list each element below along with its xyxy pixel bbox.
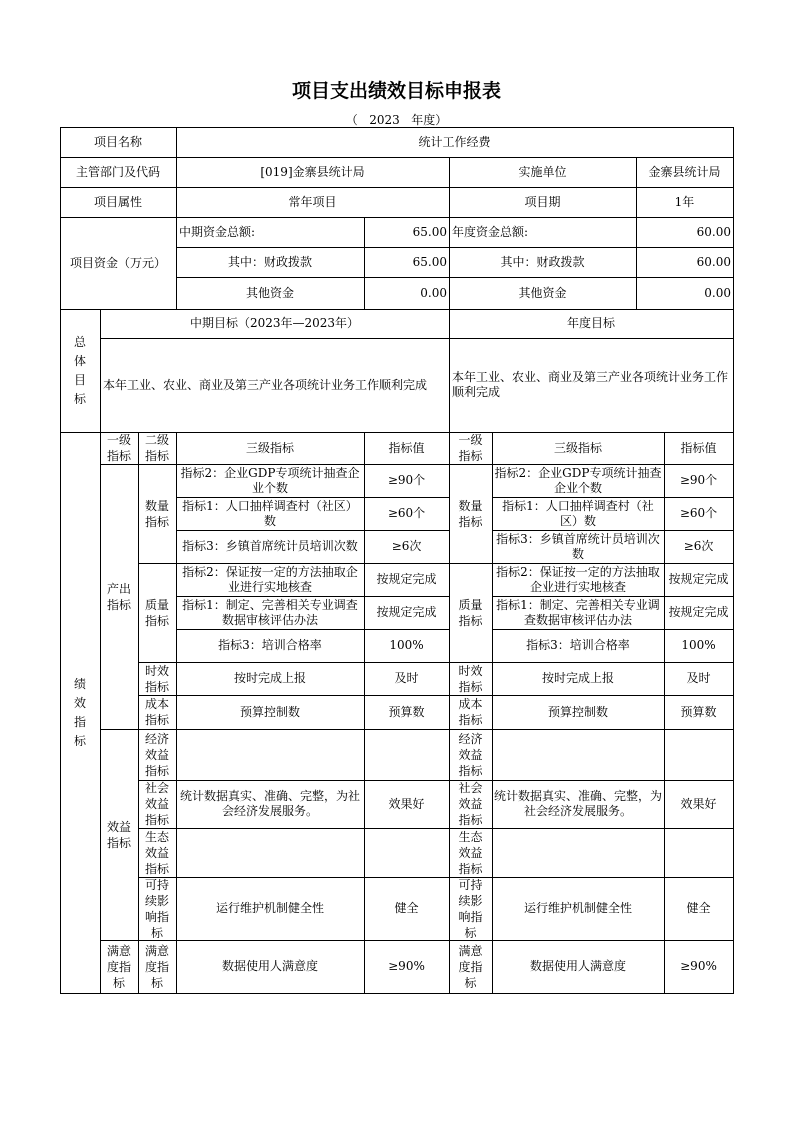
indicator-year-q2: [492, 497, 665, 531]
indicator-year-c1-text: 预算控制数: [547, 704, 608, 719]
sustain-mid: [138, 877, 177, 941]
indicator-mid-ql3: [176, 629, 365, 663]
indicator-year-empty-8: [492, 729, 665, 781]
value-year-sa1: [664, 940, 734, 994]
impl-label: [449, 157, 637, 188]
value-year-ql2-text: 按规定完成: [668, 605, 729, 619]
quality-year: [449, 563, 493, 663]
value-mid-su1: [364, 877, 450, 941]
project-name-value-text: 统计工作经费: [418, 134, 491, 149]
cost-mid-text: 成本指标: [144, 697, 169, 727]
indicator-year-q3: [492, 530, 665, 564]
eco-year: [449, 828, 493, 878]
economic-mid: [138, 729, 177, 781]
mid-goal-header: [100, 309, 450, 339]
value-mid-ql2-text: 按规定完成: [376, 605, 437, 619]
page-title: 项目支出绩效目标申报表: [291, 80, 501, 102]
economic-mid-text: 经济效益指标: [144, 731, 169, 778]
value-mid-ql1-text: 按规定完成: [376, 572, 437, 586]
satisfaction-year: [449, 940, 493, 994]
year-other-label: [449, 277, 637, 310]
social-year: [449, 780, 493, 829]
value-year-su1-text: 健全: [686, 901, 711, 915]
value-year-ql3: [664, 629, 734, 663]
year-fiscal-value-text: 60.00: [696, 254, 731, 269]
mid-other-label: [176, 277, 365, 310]
satisfaction-l1-text: 满意度指标: [106, 943, 131, 990]
value-mid-sa1: [364, 940, 450, 994]
indicator-mid-q1-text: 指标2：企业GDP专项统计抽查企业个数: [180, 465, 360, 495]
mid-total-label-text: 中期资金总额:: [179, 224, 256, 239]
dept-label: [60, 157, 177, 188]
h-level3-mid: [176, 432, 365, 465]
indicator-year-ql3: [492, 629, 665, 663]
indicator-mid-q3: [176, 530, 365, 564]
quality-year-text: 质量指标: [458, 597, 483, 628]
h-level2-text: 二级指标: [144, 433, 169, 463]
attr-value-text: 常年项目: [288, 194, 337, 209]
mid-other-label-text: 其他资金: [245, 285, 294, 300]
eco-mid-text: 生态效益指标: [144, 829, 169, 876]
year-goal-header-text: 年度目标: [566, 316, 615, 330]
value-mid-q1: [364, 464, 450, 498]
value-year-ql1: [664, 563, 734, 597]
indicator-mid-sa1: [176, 940, 365, 994]
mid-other-value: [364, 277, 450, 310]
h-value-mid-text: 指标值: [388, 440, 425, 455]
year-other-value-text: 0.00: [704, 285, 731, 300]
social-mid-text: 社会效益指标: [144, 781, 169, 827]
period-label-text: 项目期: [524, 194, 561, 209]
cost-year: [449, 695, 493, 730]
period-value: [636, 187, 734, 218]
year-goal-header: [449, 309, 734, 339]
quality-mid-text: 质量指标: [144, 597, 169, 628]
indicator-year-ql1-text: 指标2：保证按一定的方法抽取企业进行实地核查: [496, 564, 660, 594]
indicator-mid-su1: [176, 877, 365, 941]
value-year-t1: [664, 662, 734, 696]
value-mid-s1: [364, 780, 450, 829]
attr-value: [176, 187, 450, 218]
indicator-year-su1: [492, 877, 665, 941]
time-year-text: 时效指标: [458, 663, 483, 694]
benefit-label: [100, 729, 139, 941]
impl-label-text: 实施单位: [518, 164, 567, 179]
value-mid-s1-text: 效果好: [388, 796, 425, 811]
eco-mid: [138, 828, 177, 878]
goals-label: [60, 309, 101, 433]
quantity-year: [449, 464, 493, 564]
funds-label-text: 项目资金（万元）: [69, 255, 166, 270]
indicator-year-su1-text: 运行维护机制健全性: [523, 901, 632, 915]
perf-label-text: 绩效指标: [73, 676, 86, 748]
indicator-year-s1-text: 统计数据真实、准确、完整，为社会经济发展服务。: [494, 789, 663, 818]
value-year-empty-8: [664, 729, 734, 781]
year-fiscal-label: [449, 247, 637, 278]
perf-label: [60, 432, 101, 994]
h-value-mid: [364, 432, 450, 465]
sustain-year: [449, 877, 493, 941]
indicator-year-ql3-text: 指标3：培训合格率: [526, 638, 630, 652]
value-year-su1: [664, 877, 734, 941]
cost-year-text: 成本指标: [458, 697, 483, 727]
year-fiscal-value: [636, 247, 734, 278]
indicator-mid-c1-text: 预算控制数: [239, 704, 300, 719]
time-mid: [138, 662, 177, 696]
year-other-label-text: 其他资金: [518, 285, 567, 300]
indicator-year-s1: [492, 780, 665, 829]
indicator-year-ql1: [492, 563, 665, 597]
funds-label: [60, 217, 177, 310]
time-year: [449, 662, 493, 696]
mid-other-value-text: 0.00: [420, 285, 447, 300]
indicator-year-q2-text: 指标1：人口抽样调查村（社区）数: [502, 498, 654, 528]
satisfaction-mid: [138, 940, 177, 994]
value-mid-ql2: [364, 596, 450, 630]
year-total-label-text: 年度资金总额:: [452, 224, 529, 239]
indicator-year-empty-10: [492, 828, 665, 878]
quantity-year-text: 数量指标: [458, 498, 483, 529]
value-year-q2: [664, 497, 734, 531]
value-mid-q3-text: ≥6次: [391, 539, 422, 553]
project-name-label-text: 项目名称: [93, 134, 142, 149]
value-year-ql1-text: 按规定完成: [668, 572, 729, 586]
indicator-mid-sa1-text: 数据使用人满意度: [221, 959, 318, 973]
impl-value-text: 金寨县统计局: [648, 164, 721, 179]
mid-total-label: [176, 217, 365, 248]
value-year-s1: [664, 780, 734, 829]
indicator-year-ql2-text: 指标1：制定、完善相关专业调查数据审核评估办法: [496, 597, 660, 627]
sustain-mid-text: 可持续影响指标: [144, 877, 169, 940]
economic-year-text: 经济效益指标: [458, 731, 483, 778]
indicator-mid-s1: [176, 780, 365, 829]
value-year-t1-text: 及时: [686, 671, 711, 685]
year-subtitle: （ 2023 年度）: [345, 113, 448, 127]
value-mid-empty-8: [364, 729, 450, 781]
value-mid-c1-text: 预算数: [388, 704, 425, 719]
indicator-mid-su1-text: 运行维护机制健全性: [215, 901, 324, 915]
h-level2-year-text: 一级指标: [458, 433, 483, 463]
mid-fiscal-value-text: 65.00: [412, 254, 447, 269]
indicator-mid-ql2-text: 指标1：制定、完善相关专业调查数据审核评估办法: [182, 597, 358, 627]
indicator-mid-empty-10: [176, 828, 365, 878]
mid-goal-text-text: 本年工业、农业、商业及第三产业各项统计业务工作顺利完成: [103, 377, 428, 392]
value-mid-su1-text: 健全: [394, 901, 419, 915]
period-label: [449, 187, 637, 218]
value-year-sa1-text: ≥90%: [680, 959, 717, 973]
dept-value: [176, 157, 450, 188]
value-mid-ql1: [364, 563, 450, 597]
indicator-year-t1: [492, 662, 665, 696]
period-value-text: 1年: [674, 194, 695, 209]
h-value-year: [664, 432, 734, 465]
year-goal-text-text: 本年工业、农业、商业及第三产业各项统计业务工作顺利完成: [452, 370, 729, 399]
sustain-year-text: 可持续影响指标: [458, 877, 483, 940]
h-level2-year: [449, 432, 493, 465]
mid-fiscal-label-text: 其中：财政拨款: [227, 254, 312, 269]
value-mid-c1: [364, 695, 450, 730]
value-year-q1-text: ≥90个: [679, 473, 718, 487]
year-goal-text: [449, 338, 734, 433]
value-year-ql3-text: 100%: [681, 638, 716, 652]
benefit-label-text: 效益指标: [106, 819, 131, 850]
value-mid-t1-text: 及时: [394, 671, 419, 685]
h-level3-year-text: 三级指标: [553, 440, 602, 455]
impl-value: [636, 157, 734, 188]
year-fiscal-label-text: 其中：财政拨款: [500, 254, 585, 269]
h-level3-mid-text: 三级指标: [245, 440, 294, 455]
value-year-empty-10: [664, 828, 734, 878]
mid-goal-text: [100, 338, 450, 433]
attr-label: [60, 187, 177, 218]
attr-label-text: 项目属性: [93, 194, 142, 209]
output-label: [100, 464, 139, 730]
value-year-c1-text: 预算数: [680, 704, 717, 719]
value-mid-ql3-text: 100%: [389, 638, 424, 652]
value-year-q3-text: ≥6次: [683, 539, 714, 553]
value-mid-q2-text: ≥60个: [387, 506, 426, 520]
h-level2: [138, 432, 177, 465]
indicator-year-q1-text: 指标2：企业GDP专项统计抽查企业个数: [494, 465, 662, 495]
quality-mid: [138, 563, 177, 663]
mid-fiscal-value: [364, 247, 450, 278]
project-name-value: [176, 127, 734, 158]
value-year-q1: [664, 464, 734, 498]
satisfaction-year-text: 满意度指标: [458, 943, 483, 990]
indicator-year-t1-text: 按时完成上报: [541, 671, 614, 685]
indicator-mid-empty-8: [176, 729, 365, 781]
value-year-q2-text: ≥60个: [679, 506, 718, 520]
eco-year-text: 生态效益指标: [458, 829, 483, 876]
h-value-year-text: 指标值: [680, 440, 717, 455]
mid-total-value: [364, 217, 450, 248]
indicator-year-sa1-text: 数据使用人满意度: [529, 959, 626, 973]
mid-goal-header-text: 中期目标（2023年—2023年）: [189, 316, 360, 330]
output-label-text: 产出指标: [106, 581, 131, 612]
mid-total-value-text: 65.00: [412, 224, 447, 239]
indicator-mid-q2-text: 指标1：人口抽样调查村（社区）数: [182, 498, 358, 528]
quantity-mid: [138, 464, 177, 564]
indicator-mid-ql3-text: 指标3：培训合格率: [218, 638, 322, 652]
value-mid-empty-10: [364, 828, 450, 878]
h-level1-text: 一级指标: [106, 433, 131, 463]
year-total-value: [636, 217, 734, 248]
year-total-value-text: 60.00: [696, 224, 731, 239]
project-name-label: [60, 127, 177, 158]
indicator-mid-ql2: [176, 596, 365, 630]
year-total-label: [449, 217, 637, 248]
dept-label-text: 主管部门及代码: [75, 164, 160, 179]
indicator-mid-t1-text: 按时完成上报: [233, 671, 306, 685]
value-year-ql2: [664, 596, 734, 630]
value-mid-ql3: [364, 629, 450, 663]
value-mid-sa1-text: ≥90%: [388, 959, 425, 973]
indicator-year-sa1: [492, 940, 665, 994]
value-year-q3: [664, 530, 734, 564]
satisfaction-mid-text: 满意度指标: [144, 943, 169, 990]
indicator-mid-t1: [176, 662, 365, 696]
value-year-s1-text: 效果好: [680, 796, 717, 811]
indicator-year-q1: [492, 464, 665, 498]
h-level3-year: [492, 432, 665, 465]
value-year-c1: [664, 695, 734, 730]
economic-year: [449, 729, 493, 781]
indicator-mid-q1: [176, 464, 365, 498]
indicator-year-q3-text: 指标3：乡镇首席统计员培训次数: [496, 531, 660, 561]
satisfaction-l1: [100, 940, 139, 994]
cost-mid: [138, 695, 177, 730]
indicator-mid-s1-text: 统计数据真实、准确、完整，为社会经济发展服务。: [179, 789, 360, 818]
indicator-year-c1: [492, 695, 665, 730]
value-mid-q2: [364, 497, 450, 531]
value-mid-q1-text: ≥90个: [387, 473, 426, 487]
quantity-mid-text: 数量指标: [144, 498, 169, 529]
time-mid-text: 时效指标: [144, 663, 169, 694]
year-other-value: [636, 277, 734, 310]
value-mid-q3: [364, 530, 450, 564]
indicator-mid-ql1: [176, 563, 365, 597]
indicator-year-ql2: [492, 596, 665, 630]
h-level1: [100, 432, 139, 465]
social-mid: [138, 780, 177, 829]
goals-label-text: 总体目标: [73, 334, 86, 406]
indicator-mid-ql1-text: 指标2：保证按一定的方法抽取企业进行实地核查: [182, 564, 358, 594]
social-year-text: 社会效益指标: [458, 781, 483, 827]
indicator-mid-q2: [176, 497, 365, 531]
value-mid-t1: [364, 662, 450, 696]
indicator-mid-c1: [176, 695, 365, 730]
dept-value-text: [019]金寨县统计局: [260, 164, 365, 179]
mid-fiscal-label: [176, 247, 365, 278]
indicator-mid-q3-text: 指标3：乡镇首席统计员培训次数: [182, 539, 358, 553]
